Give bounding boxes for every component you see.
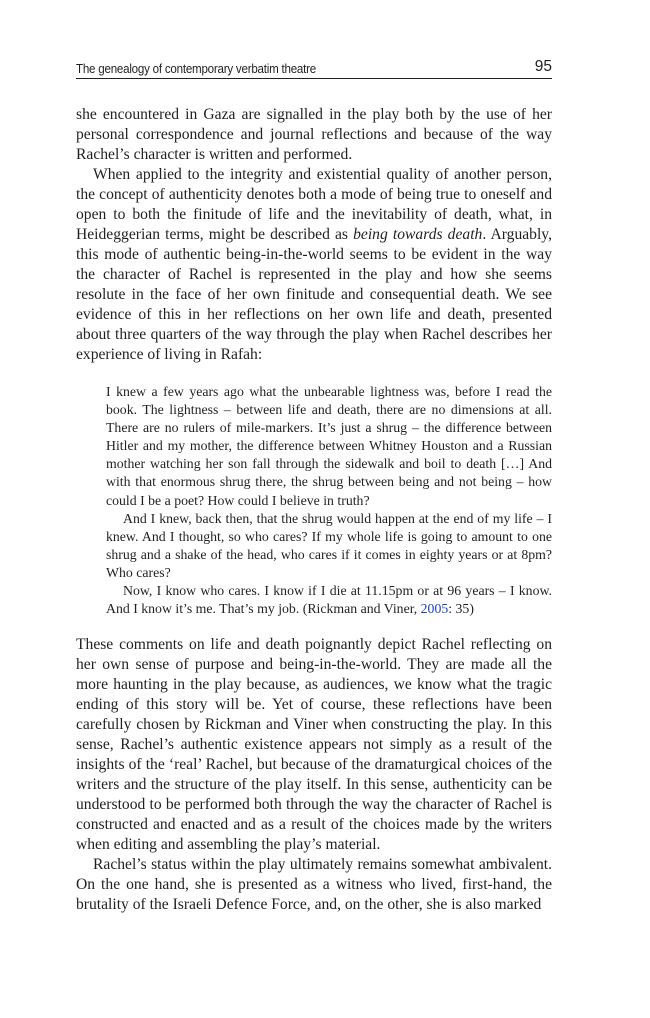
page-number: 95 bbox=[534, 58, 552, 75]
running-head bbox=[76, 52, 552, 79]
citation-year-link[interactable]: 2005 bbox=[420, 601, 449, 617]
emphasis-term: being towards death bbox=[353, 226, 483, 243]
quote-paragraph: I knew a few years ago what the unbearable lightness was, before I read the book. The lightness – between life and death, there are no dimensions at all. There are no rulers of mile-markers. It’s just a shrug – the difference between Hitler and my mother, the difference between Whitney Houston and a Russian mother watching her son fall through the sidewalk and boil to death […] And with that enormous shrug there, the shrug between being and not being – how could I be a poet? How could I believe in truth? bbox=[106, 384, 552, 508]
quote-text: Now, I know who cares. I know if I die at 11.15pm or at 96 years – I know. And I know it’s me. That’s my job. (Rickman and Viner, bbox=[106, 583, 552, 617]
paragraph-continued: she encountered in Gaza are signalled in the play both by the use of her personal correspondence and journal reflections and because of the way Rachel’s character is written and performed. bbox=[76, 106, 552, 163]
paragraph-status: Rachel’s status within the play ultimately remains somewhat ambivalent. On the one hand, she is presented as a witness who lived, first-hand, the brutality of the Israeli Defence Force, and, on the other, she is also marked bbox=[76, 856, 552, 914]
running-head-title: The genealogy of contemporary verbatim theatre bbox=[76, 62, 316, 76]
body-text-before-quote bbox=[76, 105, 552, 365]
paragraph-authenticity bbox=[76, 165, 552, 365]
block-quote bbox=[106, 383, 552, 618]
paragraph-text: . Arguably, this mode of authentic being-in-the-world seems to be evident in the way the character of Rachel is represented in the play and how she seems resolute in the face of her own finitude and consequential death. We see evidence of this in her reflections on her own life and death, presented about three quarters of the way through the play when Rachel describes her experience of living in Rafah: bbox=[76, 226, 552, 363]
body-text-after-quote bbox=[76, 635, 552, 915]
paragraph-comments: These comments on life and death poignantly depict Rachel reflecting on her own sense of purpose and being-in-the-world. They are made all the more haunting in the play because, as audiences, we know what the tragic ending of this story will be. Yet of course, these reflections have been carefully chosen by Rickman and Viner when constructing the play. In this sense, Rachel’s authentic existence appears not simply as a result of the insights of the ‘real’ Rachel, but because of the dramaturgical choices of the writers and the structure of the play itself. In this sense, authenticity can be understood to be performed both through the way the character of Rachel is constructed and enacted and as a result of the choices made by the writers when editing and assembling the play’s material. bbox=[76, 636, 552, 854]
citation-page: : 35) bbox=[448, 601, 474, 617]
quote-paragraph-citation bbox=[106, 582, 552, 618]
paragraph-text: When applied to the integrity and existential quality of another person, the concept of authenticity denotes both a mode of being true to oneself and open to both the finitude of life and the inevitability of death, what, in Heideggerian terms, might be described as bbox=[76, 166, 552, 243]
book-page bbox=[76, 52, 552, 915]
quote-paragraph: And I knew, back then, that the shrug would happen at the end of my life – I knew. And I thought, so who cares? If my whole life is going to amount to one shrug and a shake of the head, who cares if it comes in eighty years or at 8pm? Who cares? bbox=[106, 510, 552, 580]
